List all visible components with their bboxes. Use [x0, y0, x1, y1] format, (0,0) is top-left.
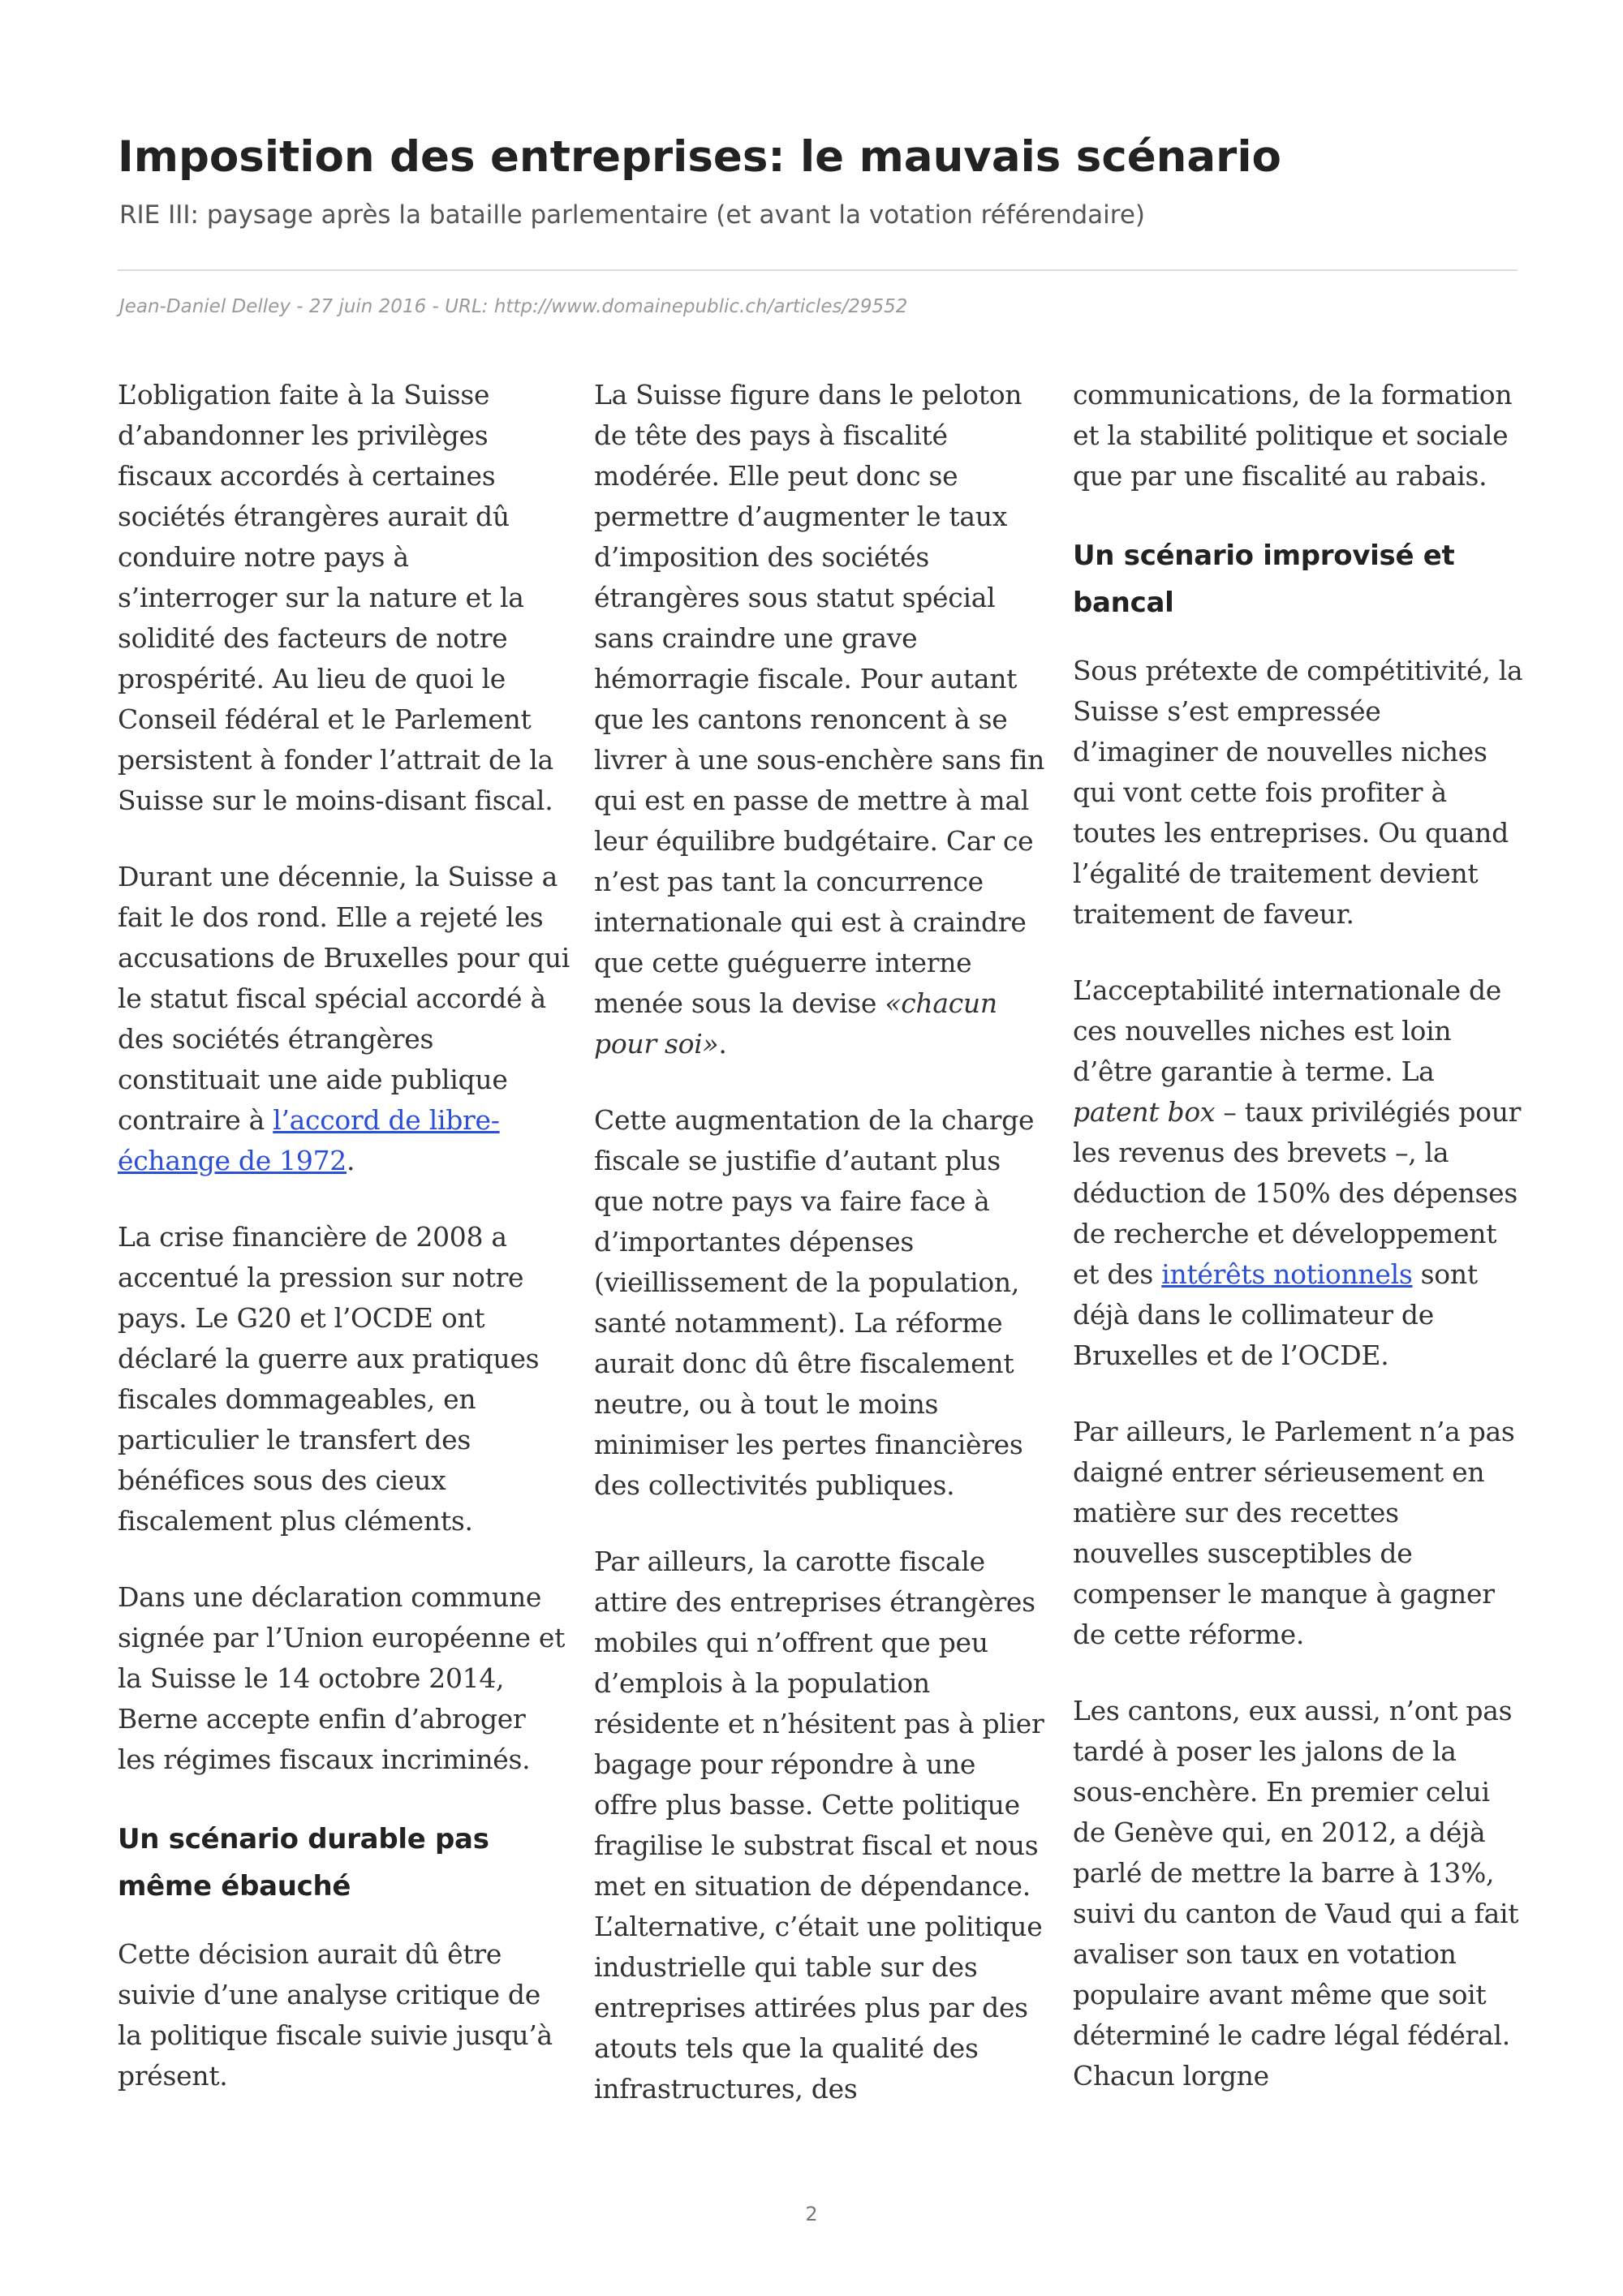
paragraph: L’obligation faite à la Suisse d’abandonner les privilèges fiscaux accordés à certaines sociétés étrangères aurait dû conduire notre pays à s’interroger sur la nature et la solidité des facteurs de notre prospérité. Au lieu de quoi le Conseil fédéral et le Parlement persistent à fonder l’attrait de la Suisse sur le moins-disant fiscal. [118, 379, 553, 816]
paragraph: Cette décision aurait dû être suivie d’une analyse critique de la politique fiscale suivie jusqu’à présent. [118, 1938, 553, 2092]
patent-box-term: patent box [1073, 1096, 1216, 1128]
section-heading: Un scénario durable pas même ébauché [118, 1823, 489, 1903]
paragraph: communications, de la formation et la stabilité politique et sociale que par une fiscalité au rabais. [1073, 379, 1513, 492]
paragraph: Par ailleurs, la carotte fiscale attire des entreprises étrangères mobiles qui n’offrent que peu d’emplois à la population résidente et n’hésitent pas à plier bagage pour répondre à une offre plus basse. Cette politique fragilise le substrat fiscal et nous met en situation de dépendance. L’alternative, c’était une politique industrielle qui table sur des entreprises attirées plus par des atouts tels que la qualité des infrastructures, des [594, 1546, 1044, 2105]
column-2 [594, 375, 1047, 2192]
quoted-motto: «chacun pour soi» [594, 987, 997, 1060]
paragraph-text: – taux privilégiés pour les revenus des brevets –, la déduction de 150% des dépenses de recherche et développement et des [1073, 1096, 1522, 1290]
paragraph-text: . [718, 1028, 727, 1060]
article-title: Imposition des entreprises: le mauvais scénario [118, 132, 1281, 182]
paragraph [118, 857, 570, 1181]
paragraph-text: Durant une décennie, la Suisse a fait le dos rond. Elle a rejeté les accusations de Bruxelles pour qui le statut fiscal spécial accordé à des sociétés étrangères constituait une aide publique contraire à [118, 861, 570, 1136]
paragraph-text: . [346, 1145, 355, 1176]
paragraph: Par ailleurs, le Parlement n’a pas daigné entrer sérieusement en matière sur des recettes nouvelles susceptibles de compenser le manque à gagner de cette réforme. [1073, 1416, 1515, 1650]
paragraph: Dans une déclaration commune signée par l’Union européenne et la Suisse le 14 octobre 2014, Berne accepte enfin d’abroger les régimes fiscaux incriminés. [118, 1581, 566, 1775]
header-divider [118, 269, 1518, 271]
paragraph-text: sont déjà dans le collimateur de Bruxelles et de l’OCDE. [1073, 1258, 1478, 1371]
paragraph: La crise financière de 2008 a accentué la pression sur notre pays. Le G20 et l’OCDE ont déclaré la guerre aux pratiques fiscales dommageables, en particulier le transfert des bénéfices sous des cieux fiscalement plus cléments. [118, 1221, 540, 1537]
paragraph-text: La Suisse figure dans le peloton de tête des pays à fiscalité modérée. Elle peut donc se permettre d’augmenter le taux d’imposition des sociétés étrangères sous statut spécial sans craindre une grave hémorragie fiscale. Pour autant que les cantons renoncent à se livrer à une sous-enchère sans fin qui est en passe de mettre à mal leur équilibre budgétaire. Car ce n’est pas tant la concurrence internationale qui est à craindre que cette guéguerre interne menée sous la devise [594, 379, 1045, 1019]
paragraph: Cette augmentation de la charge fiscale se justifie d’autant plus que notre pays va faire face à d’importantes dépenses (vieillissement de la population, santé notamment). La réforme aurait donc dû être fiscalement neutre, ou à tout le moins minimiser les pertes financières des collectivités publiques. [594, 1104, 1035, 1501]
notional-interest-link[interactable]: intérêts notionnels [1161, 1258, 1413, 1290]
article-subtitle: RIE III: paysage après la bataille parlementaire (et avant la votation référendaire) [119, 200, 1146, 230]
column-1 [118, 375, 570, 2192]
free-trade-agreement-link[interactable]: l’accord de libre-échange de 1972 [118, 1104, 500, 1176]
column-3 [1073, 375, 1526, 2192]
page-number: 2 [805, 2203, 818, 2225]
paragraph: Sous prétexte de compétitivité, la Suisse s’est empressée d’imaginer de nouvelles niches qui vont cette fois profiter à toutes les entreprises. Ou quand l’égalité de traitement devient traitement de faveur. [1073, 655, 1523, 930]
paragraph: Les cantons, eux aussi, n’ont pas tardé à poser les jalons de la sous-enchère. En premier celui de Genève qui, en 2012, a déjà parlé de mettre la barre à 13%, suivi du canton de Vaud qui a fait avaliser son taux en votation populaire avant même que soit déterminé le cadre légal fédéral. Chacun lorgne [1073, 1695, 1519, 2092]
paragraph [1073, 970, 1526, 1376]
byline: Jean-Daniel Delley - 27 juin 2016 - URL: http://www.domainepublic.ch/articles/29552 [119, 296, 908, 317]
paragraph-text: L’acceptabilité internationale de ces nouvelles niches est loin d’être garantie à terme. La [1073, 974, 1502, 1087]
section-heading: Un scénario improvisé et bancal [1073, 540, 1455, 619]
paragraph [594, 375, 1047, 1064]
